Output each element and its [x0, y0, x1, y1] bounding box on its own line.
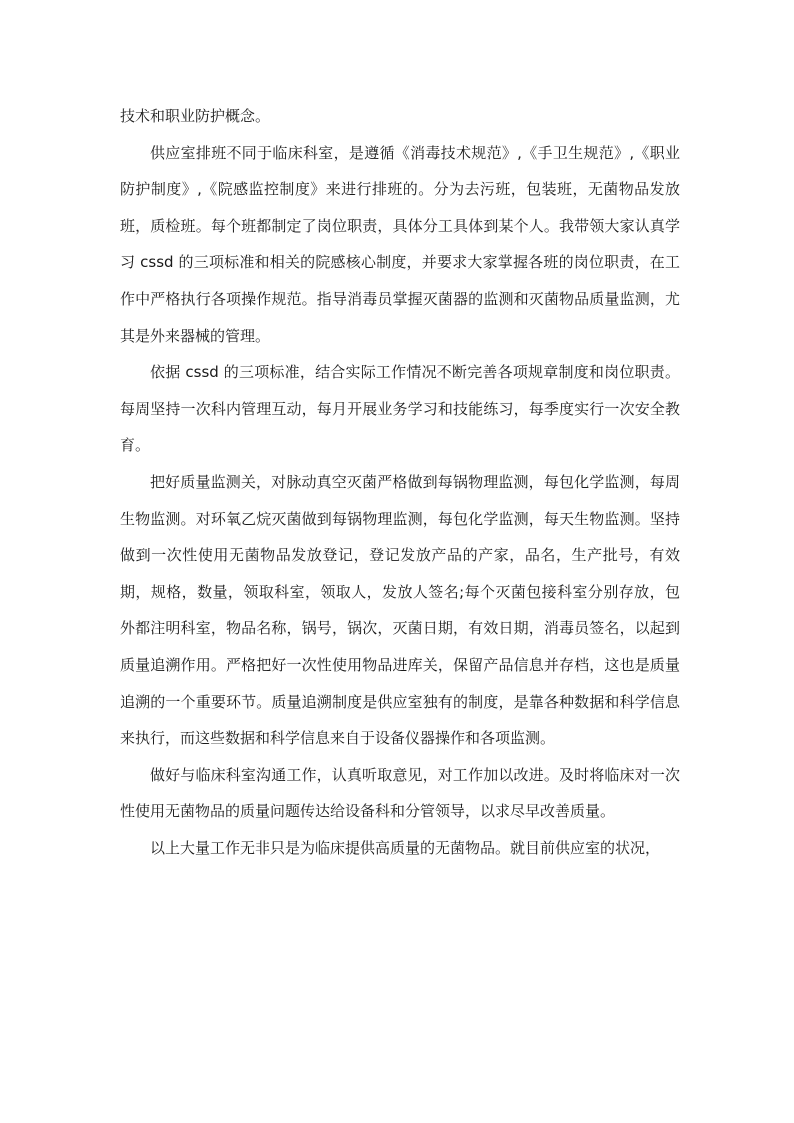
- paragraph-scheduling: 供应室排班不同于临床科室，是遵循《消毒技术规范》,《手卫生规范》,《职业防护制度》,《院感监控制度》来进行排班的。分为去污班，包装班，无菌物品发放班，质检班。每个班都制定了岗位职责，具体分工具体到某个人。我带领大家认真学习 cssd 的三项标准和相关的院感核心制度，并要求大家掌握各班的岗位职责，在工作中严格执行各项操作规范。指导消毒员掌握灭菌器的监测和灭菌物品质量监测，尤其是外来器械的管理。: [120, 143, 680, 345]
- paragraph-summary: 以上大量工作无非只是为临床提供高质量的无菌物品。就目前供应室的状况，: [150, 838, 661, 857]
- paragraph-continuation: 技术和职业防护概念。: [120, 107, 271, 125]
- paragraph-standards: 依据 cssd 的三项标准，结合实际工作情况不断完善各项规章制度和岗位职责。每周坚持一次科内管理互动，每月开展业务学习和技能练习，每季度实行一次安全教育。: [120, 363, 680, 455]
- document-body: [120, 98, 680, 866]
- paragraph-quality-monitoring: 把好质量监测关，对脉动真空灭菌严格做到每锅物理监测，每包化学监测，每周生物监测。对环氧乙烷灭菌做到每锅物理监测，每包化学监测，每天生物监测。坚持做到一次性使用无菌物品发放登记，登记发放产品的产家，品名，生产批号，有效期，规格，数量，领取科室，领取人，发放人签名;每个灭菌包接科室分别存放，包外都注明科室，物品名称，锅号，锅次，灭菌日期，有效日期，消毒员签名，以起到质量追溯作用。严格把好一次性使用物品进库关，保留产品信息并存档，这也是质量追溯的一个重要环节。质量追溯制度是供应室独有的制度，是靠各种数据和科学信息来执行，而这些数据和科学信息来自于设备仪器操作和各项监测。: [120, 472, 680, 748]
- paragraph-communication: 做好与临床科室沟通工作，认真听取意见，对工作加以改进。及时将临床对一次性使用无菌物品的质量问题传达给设备科和分管领导，以求尽早改善质量。: [120, 765, 680, 821]
